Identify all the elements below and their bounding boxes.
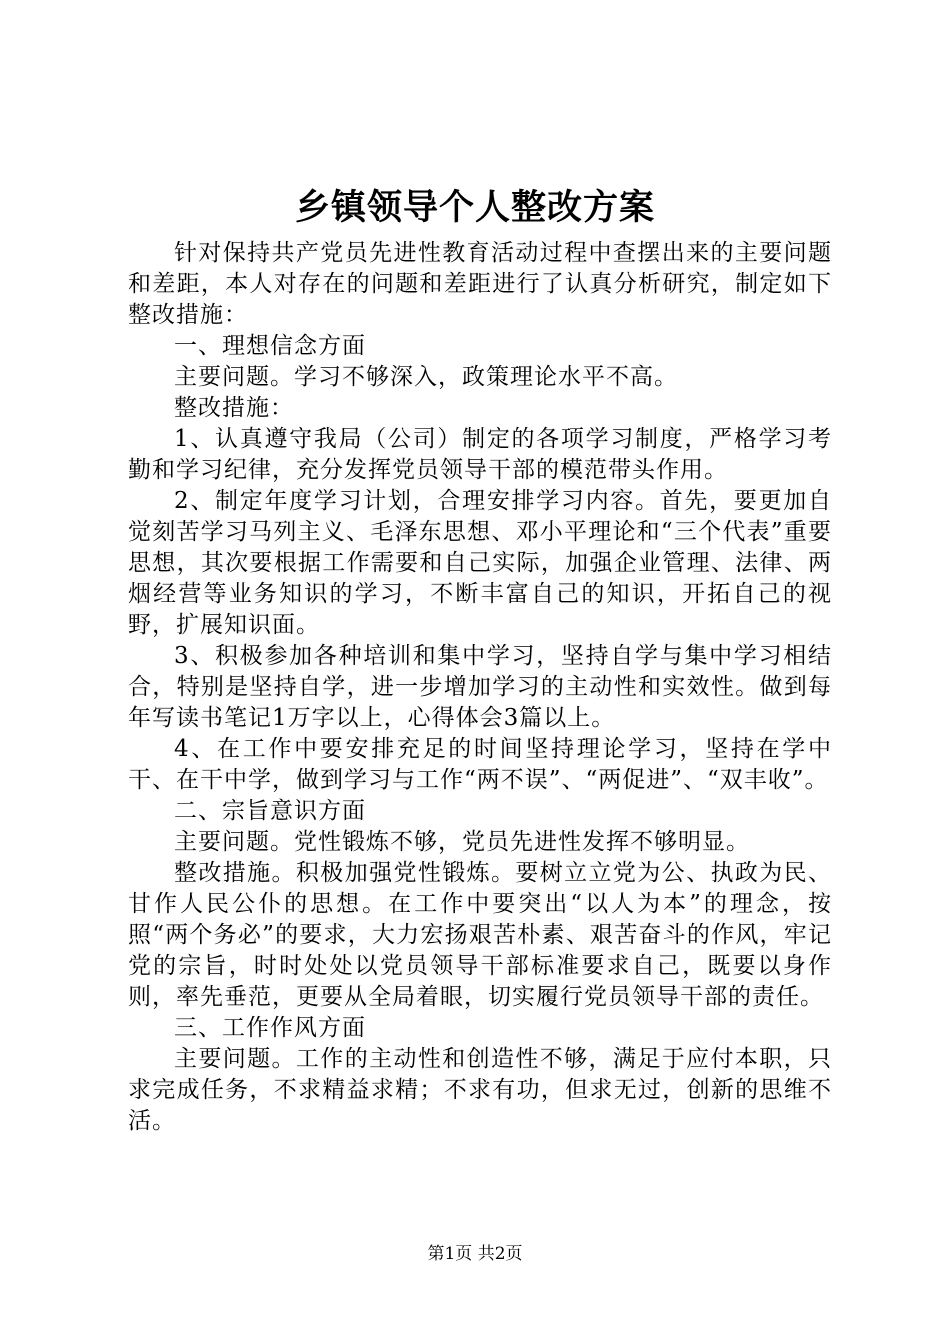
- paragraph-intro: 针对保持共产党员先进性教育活动过程中查摆出来的主要问题和差距，本人对存在的问题和差距进行了认真分析研究，制定如下整改措施：: [128, 240, 832, 328]
- document-title: 乡镇领导个人整改方案: [294, 187, 655, 228]
- section-heading-3: 三、工作作风方面: [174, 1015, 366, 1041]
- paragraph: 主要问题。工作的主动性和创造性不够，满足于应付本职，只求完成任务，不求精益求精；不求有功，但求无过，创新的思维不活。: [128, 1046, 832, 1134]
- section-heading-2: 二、宗旨意识方面: [174, 798, 366, 824]
- page-footer: 第1页 共2页: [427, 1244, 523, 1264]
- list-item: 1、认真遵守我局（公司）制定的各项学习制度，严格学习考勤和学习纪律，充分发挥党员领导干部的模范带头作用。: [128, 426, 832, 483]
- paragraph: 主要问题。学习不够深入，政策理论水平不高。: [174, 364, 678, 390]
- list-item: 4、在工作中要安排充足的时间坚持理论学习，坚持在学中干、在干中学，做到学习与工作“两不误”、“两促进”、“双丰收”。: [128, 736, 832, 793]
- document-body: [128, 238, 832, 1137]
- list-item: 2、制定年度学习计划，合理安排学习内容。首先，要更加自觉刻苦学习马列主义、毛泽东思想、邓小平理论和“三个代表”重要思想，其次要根据工作需要和自己实际，加强企业管理、法律、两烟经营等业务知识的学习，不断丰富自己的知识，开拓自己的视野，扩展知识面。: [128, 488, 832, 638]
- section-heading-1: 一、理想信念方面: [174, 333, 366, 359]
- paragraph: 整改措施：: [174, 395, 294, 421]
- paragraph: 主要问题。党性锻炼不够，党员先进性发挥不够明显。: [174, 829, 750, 855]
- paragraph: 整改措施。积极加强党性锻炼。要树立立党为公、执政为民、甘作人民公仆的思想。在工作中要突出“以人为本”的理念，按照“两个务必”的要求，大力宏扬艰苦朴素、艰苦奋斗的作风，牢记党的宗旨，时时处处以党员领导干部标准要求自己，既要以身作则，率先垂范，更要从全局着眼，切实履行党员领导干部的责任。: [128, 860, 832, 1010]
- list-item: 3、积极参加各种培训和集中学习，坚持自学与集中学习相结合，特别是坚持自学，进一步增加学习的主动性和实效性。做到每年写读书笔记1万字以上，心得体会3篇以上。: [128, 643, 832, 731]
